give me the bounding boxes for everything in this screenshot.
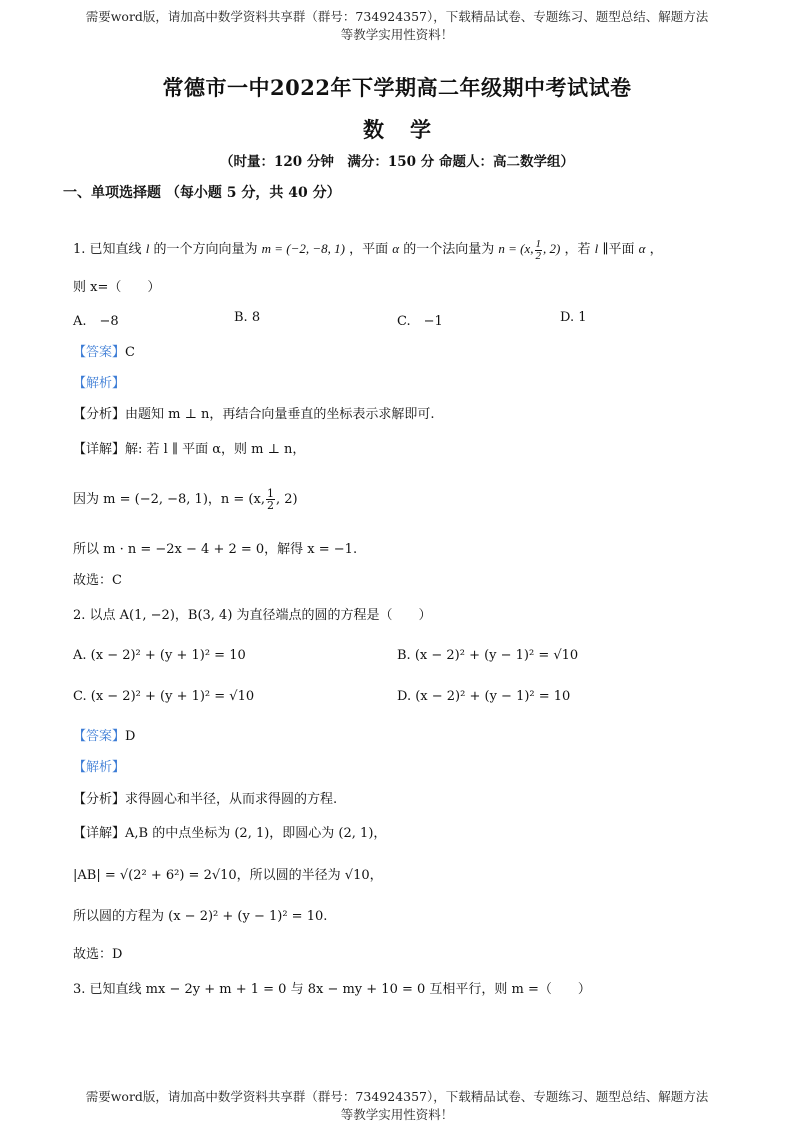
detail-tag: 【详解】 [73, 442, 126, 457]
header-line-2: 等教学实用性资料！ [340, 27, 454, 42]
q1-stem-line2: 则 x=（ ） [73, 280, 161, 295]
q1-because-num: 1 [266, 487, 274, 500]
q2-equation: 所以圆的方程为 (x − 2)² + (y − 1)² = 10. [73, 909, 328, 924]
q2-answer-value: D [125, 729, 136, 744]
footer-line-2: 等教学实用性资料！ [340, 1107, 454, 1122]
q1-because-fraction [266, 488, 275, 511]
q1-n-b: , 2) [543, 241, 561, 256]
q1-because [73, 488, 298, 511]
footer-notice [0, 1088, 794, 1124]
q1-text-c: ，平面 [349, 242, 389, 257]
q1-because-b: , 2) [275, 492, 298, 507]
q1-n-den: 2 [535, 249, 542, 262]
fenxi-tag: 【分析】 [73, 792, 126, 807]
q1-text-a: 1. 已知直线 [73, 242, 142, 257]
q1-analysis [73, 372, 125, 391]
q1-text-d: 的一个法向量为 [403, 242, 495, 257]
q1-answer [73, 341, 135, 360]
q2-option-c[interactable]: C. (x − 2)² + (y + 1)² = √10 [73, 689, 255, 704]
answer-tag: 【答案】 [73, 729, 126, 744]
q1-text-f: ∥平面 [602, 242, 635, 257]
q2-option-b[interactable]: B. (x − 2)² + (y − 1)² = √10 [397, 648, 579, 663]
q1-text-b: 的一个方向向量为 [153, 242, 258, 257]
q1-option-c[interactable]: C. −1 [397, 314, 443, 329]
q1-n-vector [498, 237, 561, 262]
exam-meta: （时量：120 分钟 满分：150 分 命题人：高二数学组） [220, 154, 574, 170]
q1-text-e: ，若 [564, 242, 591, 257]
q2-analysis [73, 756, 125, 775]
q1-fenxi-text: 由题知 m ⊥ n，再结合向量垂直的坐标表示求解即可. [125, 407, 435, 422]
footer-line-1: 需要word版，请加高中数学资料共享群（群号：734924357），下载精品试卷、专题练习、题型总结、解题方法 [85, 1089, 709, 1104]
q1-detail-text: 解: 若 l ∥ 平面 α，则 m ⊥ n， [125, 442, 306, 457]
q1-alpha-2: α [638, 241, 646, 256]
q1-line-l: l [145, 241, 150, 256]
q2-option-a[interactable]: A. (x − 2)² + (y + 1)² = 10 [73, 648, 246, 663]
q1-so: 所以 m · n = −2x − 4 + 2 = 0，解得 x = −1. [73, 542, 358, 557]
q2-fenxi-text: 求得圆心和半径，从而求得圆的方程. [125, 792, 338, 807]
q3-stem: 3. 已知直线 mx − 2y + m + 1 = 0 与 8x − my + 10 = 0 互相平行，则 m =（ ） [73, 982, 591, 997]
q1-choose: 故选：C [73, 573, 122, 588]
header-notice [0, 8, 794, 44]
q2-fenxi [73, 788, 337, 807]
fenxi-tag: 【分析】 [73, 407, 126, 422]
q1-line-l-2: l [594, 241, 599, 256]
q2-choose: 故选：D [73, 947, 123, 962]
analysis-tag: 【解析】 [73, 376, 126, 391]
answer-tag: 【答案】 [73, 345, 126, 360]
q2-answer [73, 725, 135, 744]
q1-detail [73, 438, 305, 457]
q1-n-fraction [535, 239, 543, 262]
detail-tag: 【详解】 [73, 826, 126, 841]
page-title: 常德市一中2022年下学期高二年级期中考试试卷 [162, 75, 632, 100]
q1-m-vector: m = (−2, −8, 1) [261, 241, 345, 256]
header-line-1: 需要word版，请加高中数学资料共享群（群号：734924357），下载精品试卷、专题练习、题型总结、解题方法 [85, 9, 709, 24]
q1-n-num: 1 [535, 237, 542, 250]
q2-detail-text: A,B 的中点坐标为 (2, 1)，即圆心为 (2, 1)， [125, 826, 387, 841]
q1-option-d[interactable]: D. 1 [560, 310, 587, 325]
q1-option-a[interactable]: A. −8 [73, 314, 119, 329]
q1-n-a: n = (x, [498, 241, 534, 256]
q2-stem: 2. 以点 A(1, −2)，B(3, 4) 为直径端点的圆的方程是（ ） [73, 608, 432, 623]
q1-fenxi [73, 403, 434, 422]
q1-text-g: ， [649, 242, 663, 257]
q2-option-d[interactable]: D. (x − 2)² + (y − 1)² = 10 [397, 689, 571, 704]
subject-title: 数学 [363, 117, 457, 142]
q1-stem [73, 238, 663, 262]
q2-ab-length: |AB| = √(2² + 6²) = 2√10，所以圆的半径为 √10， [73, 868, 383, 883]
section-heading: 一、单项选择题 （每小题 5 分，共 40 分） [63, 185, 341, 201]
q1-answer-value: C [125, 345, 135, 360]
q1-alpha: α [392, 241, 400, 256]
q1-because-a: 因为 m = (−2, −8, 1)，n = (x, [73, 492, 265, 507]
analysis-tag: 【解析】 [73, 760, 126, 775]
q2-detail [73, 822, 386, 841]
q1-option-b[interactable]: B. 8 [234, 310, 261, 325]
q1-because-den: 2 [266, 499, 274, 512]
